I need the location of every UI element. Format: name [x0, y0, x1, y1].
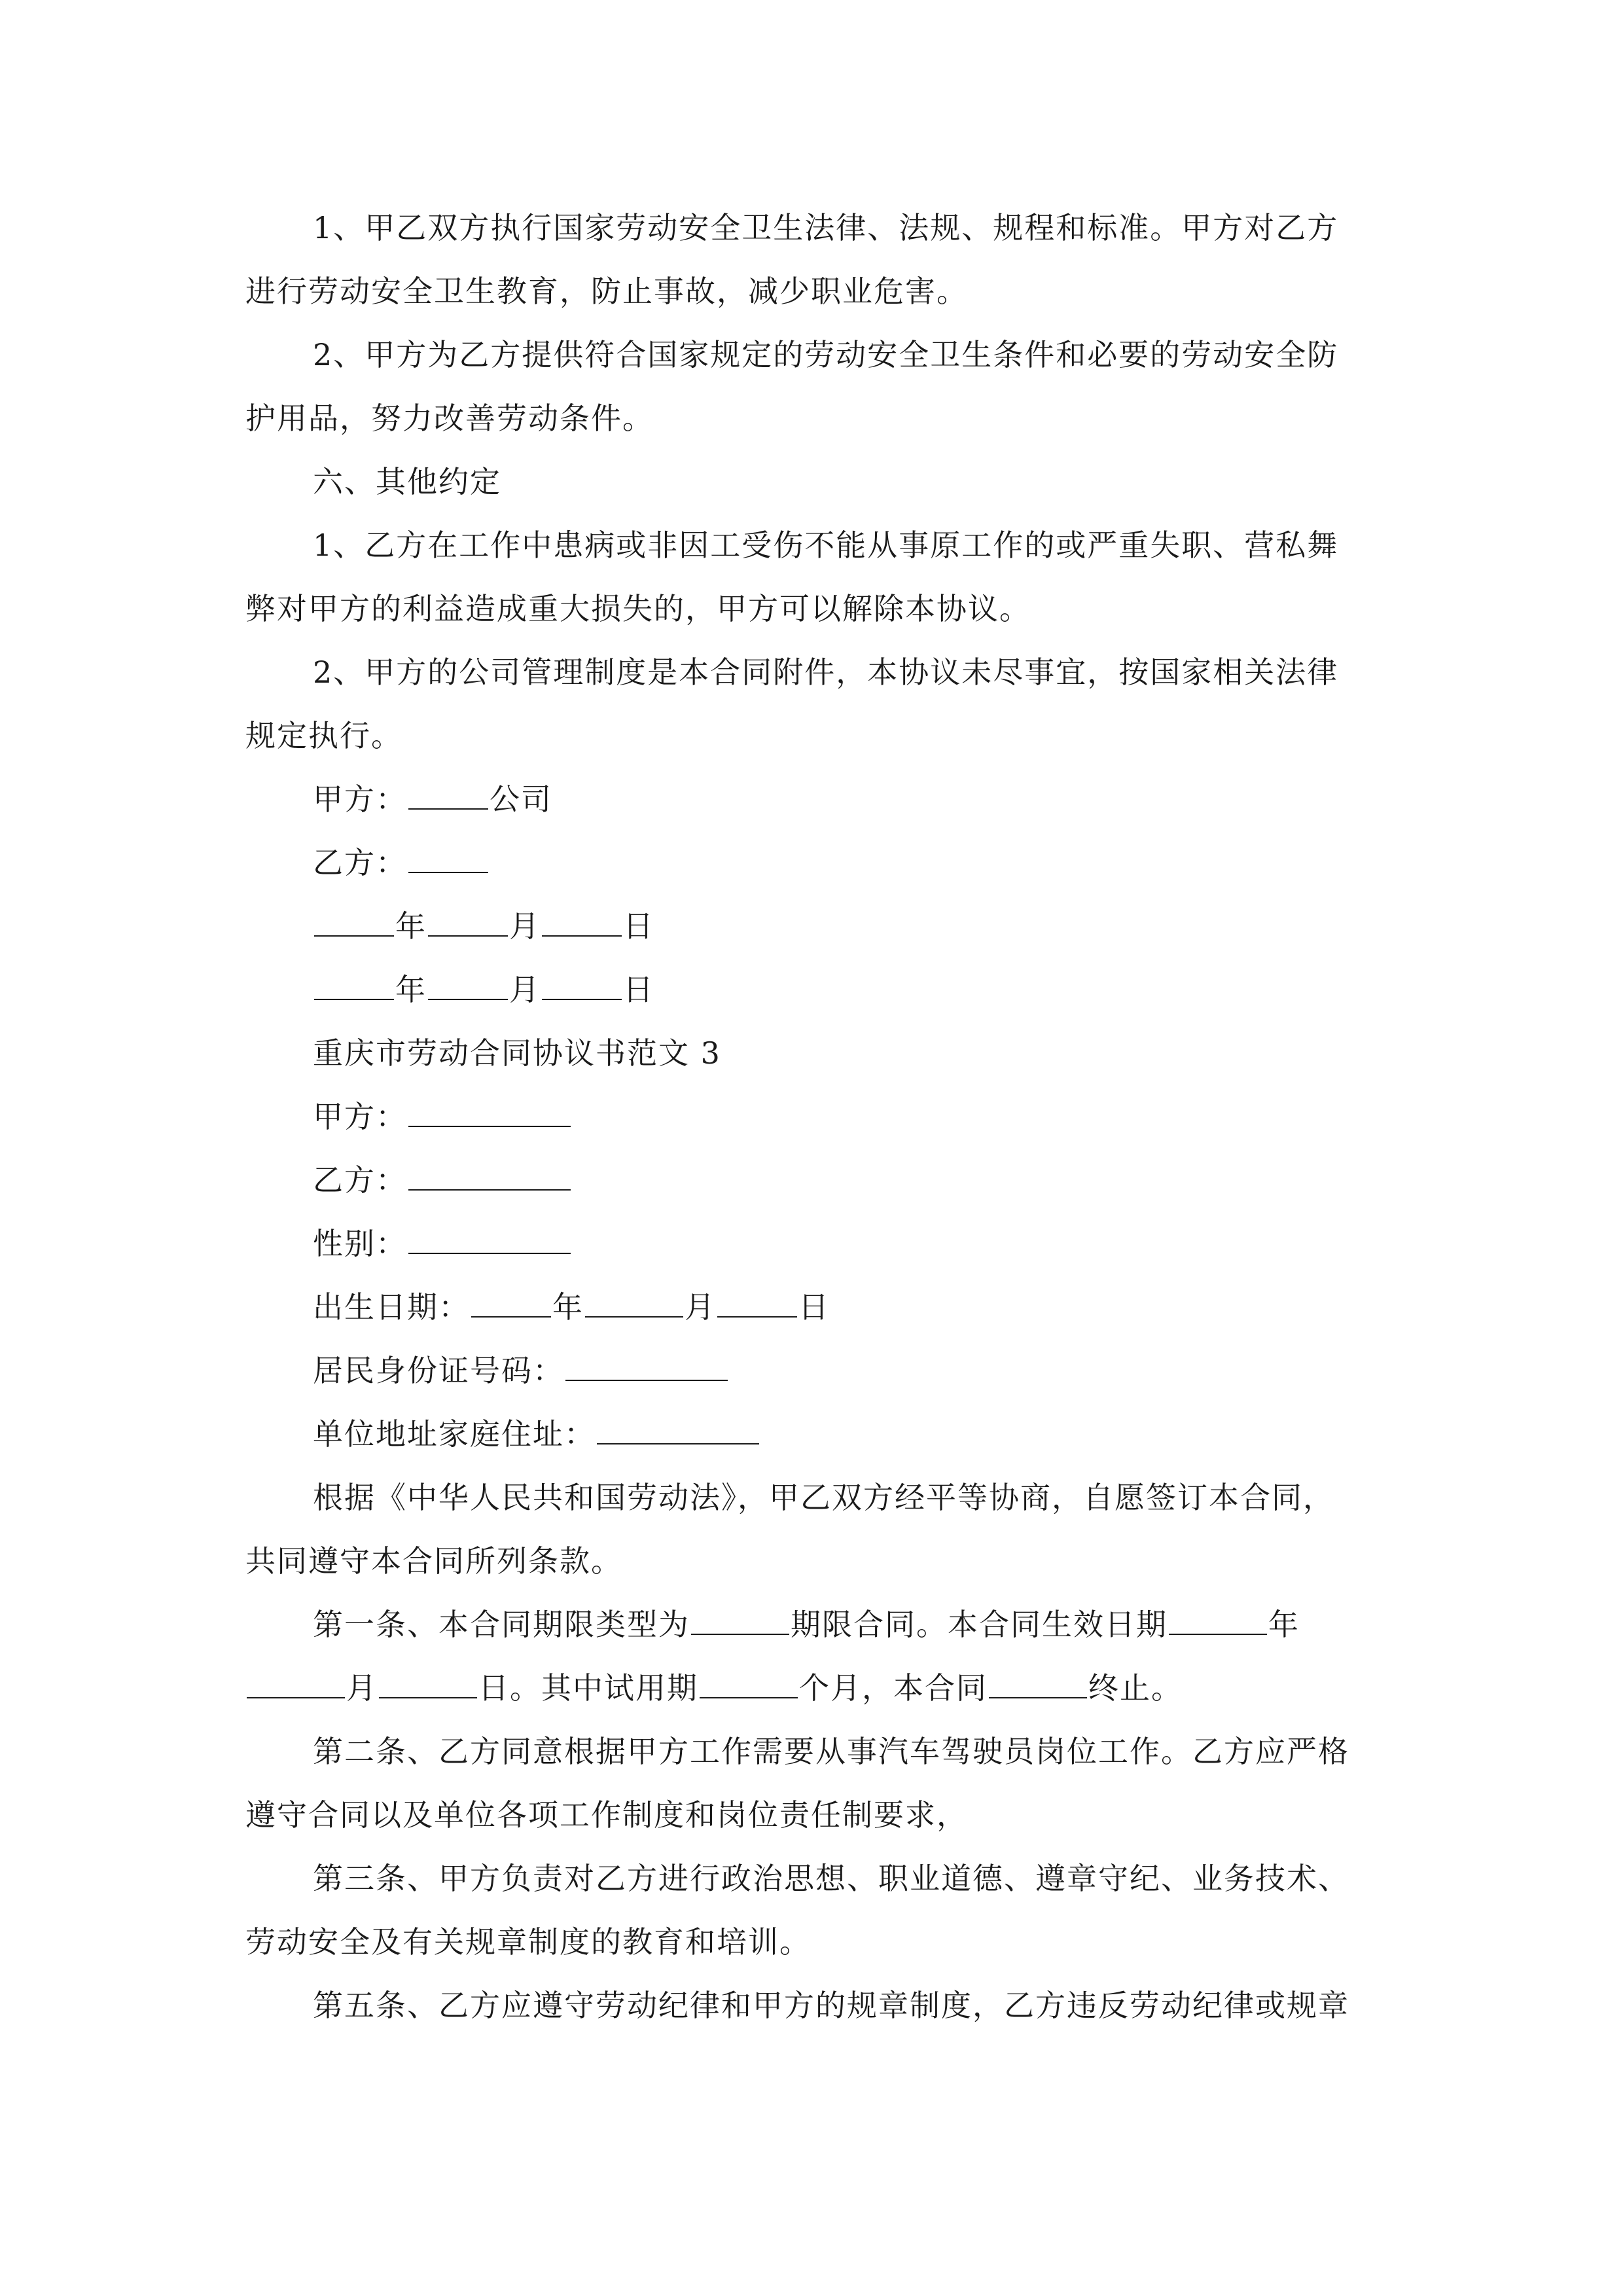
paragraph-line: 2、甲方为乙方提供符合国家规定的劳动安全卫生条件和必要的劳动安全防 — [313, 337, 1339, 372]
paragraph-line: 进行劳动安全卫生教育，防止事故，减少职业危害。 — [245, 274, 968, 309]
paragraph-line: 第五条、乙方应遵守劳动纪律和甲方的规章制度，乙方违反劳动纪律或规章 — [313, 1988, 1349, 2023]
year-blank — [471, 1290, 551, 1318]
party-a-suffix: 公司 — [490, 781, 552, 817]
day-blank — [379, 1671, 477, 1698]
party-a-label: 甲方： — [313, 781, 407, 817]
field-address — [245, 1403, 1378, 1466]
day-blank — [717, 1290, 797, 1318]
paragraph-line: 第二条、乙方同意根据甲方工作需要从事汽车驾驶员岗位工作。乙方应严格 — [313, 1734, 1349, 1769]
article-text: 个月，本合同 — [799, 1670, 988, 1706]
month-blank — [428, 973, 508, 1000]
signature-date-a — [245, 895, 1378, 958]
signature-party-b — [245, 831, 1378, 895]
field-id-number — [245, 1339, 1378, 1403]
field-label: 性别： — [313, 1226, 407, 1261]
article-text: 日。其中试用期 — [478, 1670, 698, 1706]
article-1-line-2 — [245, 1657, 1378, 1720]
paragraph-line: 第三条、甲方负责对乙方进行政治思想、职业道德、遵章守纪、业务技术、 — [313, 1861, 1349, 1896]
paragraph-line: 弊对甲方的利益造成重大损失的，甲方可以解除本协议。 — [245, 591, 1031, 626]
term-type-blank — [691, 1607, 789, 1635]
year-blank — [314, 909, 394, 937]
field-blank — [408, 1163, 571, 1191]
party-b-label: 乙方： — [313, 845, 407, 880]
day-label: 日 — [798, 1289, 830, 1325]
signature-date-b — [245, 958, 1378, 1022]
article-text: 终止。 — [1088, 1670, 1183, 1706]
section-heading: 六、其他约定 — [313, 464, 501, 499]
field-birth-date — [245, 1276, 1378, 1339]
field-blank — [408, 1227, 571, 1254]
signature-party-a — [245, 768, 1378, 831]
field-label: 出生日期： — [313, 1289, 470, 1325]
year-label: 年 — [1268, 1607, 1300, 1642]
month-label: 月 — [509, 972, 541, 1007]
day-blank — [542, 909, 622, 937]
field-label: 居民身份证号码： — [313, 1353, 564, 1388]
paragraph-line: 遵守合同以及单位各项工作制度和岗位责任制要求， — [245, 1797, 968, 1833]
year-label: 年 — [552, 1289, 584, 1325]
article-text: 期限合同。本合同生效日期 — [791, 1607, 1168, 1642]
field-party-b — [245, 1149, 1378, 1212]
article-1-line-1 — [245, 1593, 1378, 1657]
year-label: 年 — [395, 908, 427, 944]
article-text: 第一条、本合同期限类型为 — [313, 1607, 690, 1642]
month-blank — [428, 909, 508, 937]
field-label: 乙方： — [313, 1162, 407, 1198]
year-blank — [1169, 1607, 1267, 1635]
field-blank — [565, 1354, 728, 1381]
field-label: 单位地址家庭住址： — [313, 1416, 596, 1452]
paragraph-line: 根据《中华人民共和国劳动法》，甲乙双方经平等协商，自愿签订本合同， — [313, 1480, 1334, 1515]
day-blank — [542, 973, 622, 1000]
document-body — [245, 196, 1378, 2037]
year-label: 年 — [395, 972, 427, 1007]
field-party-a — [245, 1085, 1378, 1149]
document-title: 重庆市劳动合同协议书范文 3 — [313, 1035, 721, 1071]
paragraph-line: 2、甲方的公司管理制度是本合同附件，本协议未尽事宜，按国家相关法律 — [313, 655, 1339, 690]
paragraph-line: 劳动安全及有关规章制度的教育和培训。 — [245, 1924, 811, 1960]
month-label: 月 — [509, 908, 541, 944]
day-label: 日 — [623, 908, 654, 944]
paragraph-line: 1、甲乙双方执行国家劳动安全卫生法律、法规、规程和标准。甲方对乙方 — [313, 210, 1339, 245]
month-label: 月 — [685, 1289, 716, 1325]
field-gender — [245, 1212, 1378, 1276]
paragraph-line: 1、乙方在工作中患病或非因工受伤不能从事原工作的或严重失职、营私舞 — [313, 528, 1339, 563]
probation-blank — [700, 1671, 798, 1698]
field-blank — [408, 1100, 571, 1127]
paragraph-line: 共同遵守本合同所列条款。 — [245, 1543, 622, 1579]
year-blank — [314, 973, 394, 1000]
day-label: 日 — [623, 972, 654, 1007]
month-blank — [247, 1671, 345, 1698]
month-blank — [585, 1290, 683, 1318]
field-blank — [597, 1417, 759, 1444]
month-label: 月 — [346, 1670, 378, 1706]
party-a-blank — [408, 782, 488, 810]
paragraph-line: 护用品，努力改善劳动条件。 — [245, 401, 654, 436]
party-b-blank — [408, 846, 488, 873]
field-label: 甲方： — [313, 1099, 407, 1134]
paragraph-line: 规定执行。 — [245, 718, 402, 753]
end-blank — [989, 1671, 1087, 1698]
